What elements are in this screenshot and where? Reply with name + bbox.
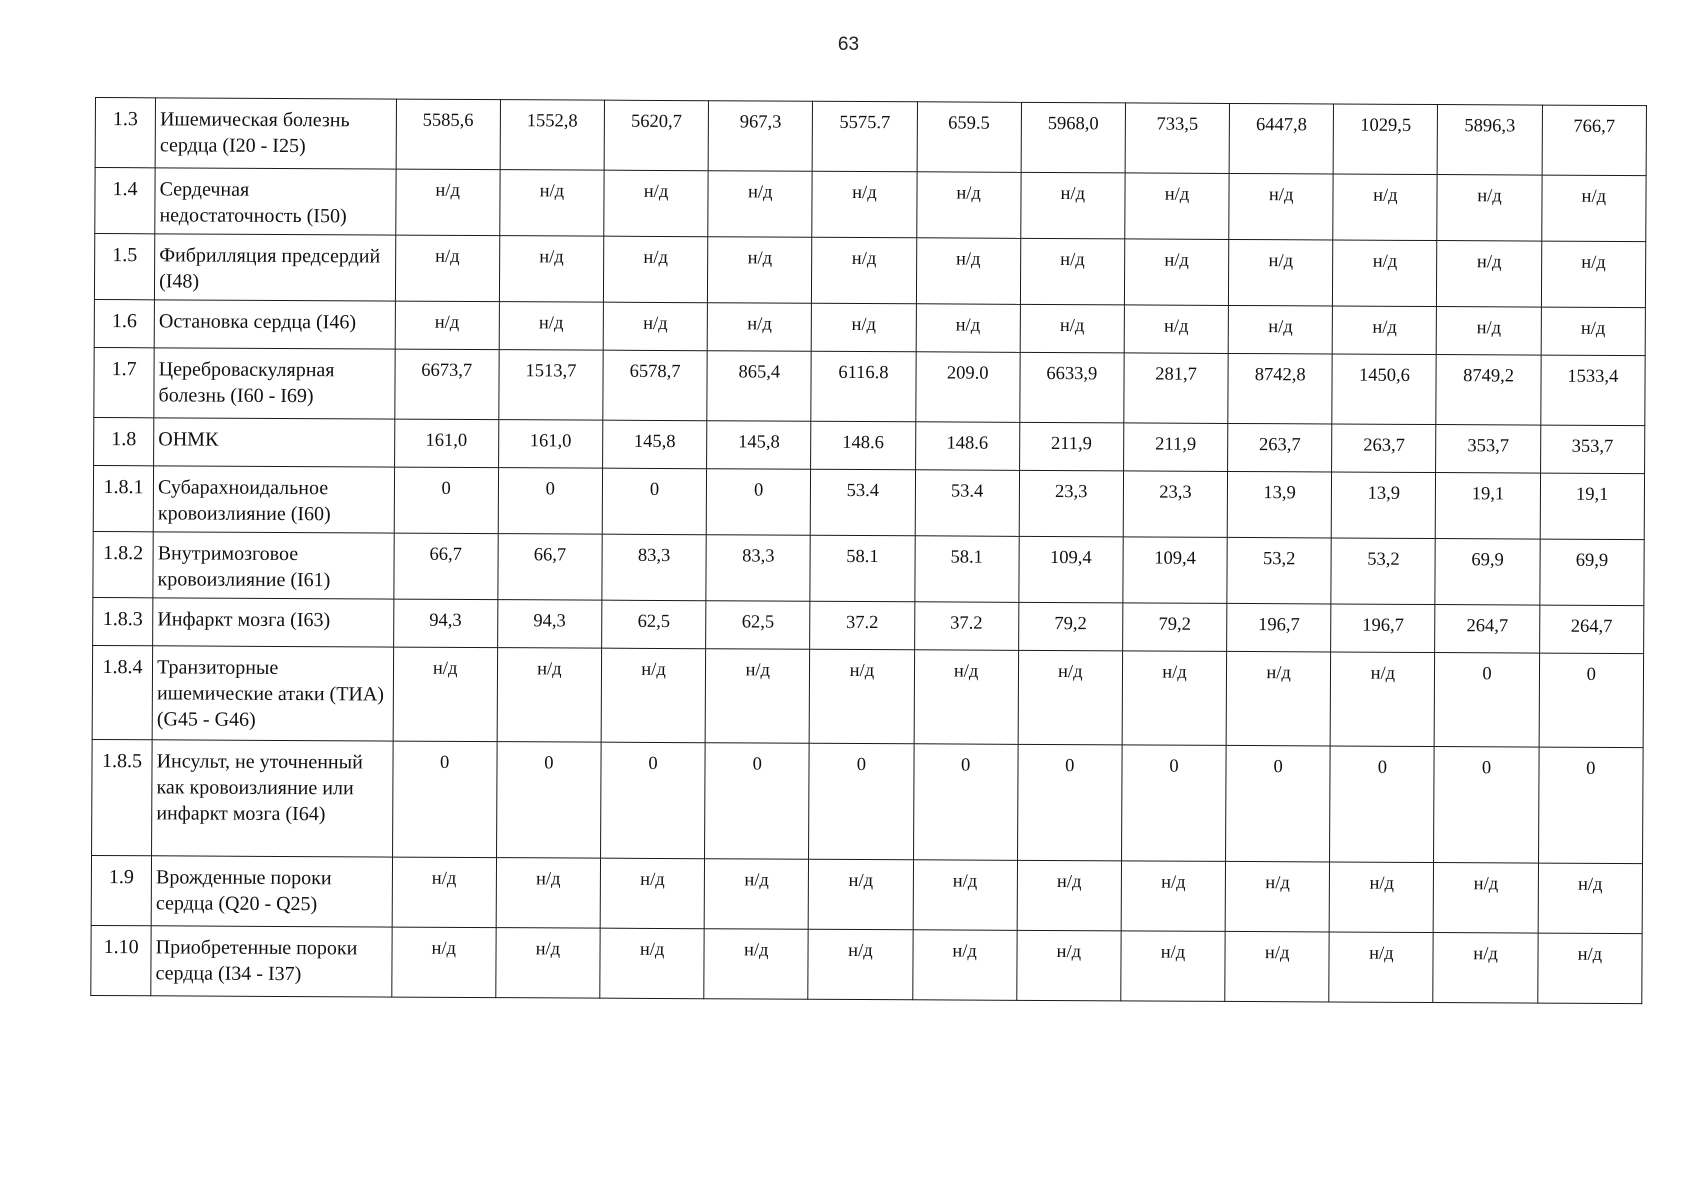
row-value-cell: 6673,7 [394, 349, 499, 420]
page-number: 63 [837, 34, 860, 55]
row-name: Приобретенные пороки сердца (I34 - I37) [151, 926, 392, 997]
row-value-cell: 733,5 [1125, 103, 1230, 174]
table-body [91, 98, 1647, 1004]
row-value-cell: 0 [1017, 744, 1122, 861]
table-row [92, 645, 1643, 747]
row-name: Сердечная недостаточность (I50) [155, 168, 396, 235]
row-code: 1.8 [94, 417, 154, 465]
row-value-cell: н/д [1433, 933, 1538, 1004]
row-value-cell: 0 [705, 743, 810, 860]
row-value-cell: 264,7 [1435, 605, 1539, 654]
row-value-cell: н/д [1332, 306, 1436, 355]
row-value-cell: 37.2 [810, 601, 914, 650]
row-value-cell: н/д [1226, 651, 1331, 746]
row-value-cell: 58.1 [810, 535, 915, 602]
row-value-cell: н/д [395, 235, 500, 302]
row-value-cell: н/д [1434, 863, 1539, 934]
row-value-cell: н/д [603, 236, 708, 303]
row-value-cell: 0 [496, 742, 601, 859]
row-value-cell: н/д [1437, 241, 1542, 308]
row-value-cell: 94,3 [393, 599, 497, 648]
row-value-cell: н/д [1016, 930, 1121, 1001]
row-value-cell: н/д [1330, 652, 1435, 747]
row-value-cell: н/д [601, 648, 706, 743]
row-value-cell: 6578,7 [603, 350, 708, 421]
row-value-cell: 5575.7 [812, 101, 917, 172]
row-value-cell: 5585,6 [396, 99, 501, 170]
row-value-cell: н/д [1333, 240, 1438, 307]
row-value-cell: н/д [809, 649, 914, 744]
row-value-cell: н/д [1537, 933, 1642, 1004]
row-value-cell: н/д [1329, 932, 1434, 1003]
row-value-cell: 13,9 [1331, 472, 1436, 539]
row-name: Инсульт, не уточненный как кровоизлияние или инфаркт мозга (I64) [152, 740, 393, 857]
row-value-cell: н/д [811, 303, 915, 352]
table-container [90, 97, 1647, 1004]
statistics-table [90, 97, 1647, 1004]
row-value-cell: 69,9 [1435, 539, 1540, 606]
row-value-cell: 148.6 [811, 421, 915, 470]
row-value-cell: н/д [1541, 241, 1646, 308]
row-value-cell: 66,7 [498, 534, 603, 601]
row-value-cell: н/д [912, 930, 1017, 1001]
row-code: 1.8.4 [92, 645, 153, 739]
row-name: Фибрилляция предсердий (I48) [155, 234, 396, 301]
row-value-cell: 62,5 [602, 600, 706, 649]
row-value-cell: н/д [1020, 172, 1125, 239]
row-value-cell: 79,2 [1018, 602, 1122, 651]
row-value-cell: н/д [704, 929, 809, 1000]
row-value-cell: 83,3 [706, 535, 811, 602]
table-row [95, 98, 1646, 176]
row-code: 1.6 [94, 299, 154, 347]
row-value-cell: н/д [1541, 175, 1646, 242]
row-name: Цереброваскулярная болезнь (I60 - I69) [154, 348, 395, 419]
row-value-cell: 79,2 [1122, 603, 1226, 652]
row-value-cell: н/д [1124, 239, 1229, 306]
row-value-cell: н/д [1122, 651, 1227, 746]
row-value-cell: 0 [1539, 653, 1644, 748]
row-value-cell: н/д [916, 304, 1020, 353]
row-code: 1.8.1 [93, 465, 153, 531]
row-value-cell: 94,3 [497, 600, 601, 649]
row-value-cell: 1450,6 [1332, 354, 1437, 425]
row-value-cell: н/д [913, 860, 1018, 931]
row-value-cell: 8749,2 [1436, 355, 1541, 426]
row-value-cell: 0 [1435, 653, 1540, 748]
row-value-cell: 211,9 [1123, 423, 1227, 472]
row-code: 1.4 [95, 168, 155, 234]
row-value-cell: 0 [498, 468, 603, 535]
table-row [94, 299, 1645, 355]
row-value-cell: н/д [1229, 173, 1334, 240]
row-value-cell: н/д [1333, 174, 1438, 241]
row-value-cell: н/д [600, 858, 705, 929]
row-value-cell: 0 [809, 743, 914, 860]
row-value-cell: 967,3 [708, 101, 813, 172]
row-code: 1.8.2 [93, 531, 153, 597]
row-value-cell: 23,3 [1019, 470, 1124, 537]
row-code: 1.3 [95, 98, 155, 168]
row-value-cell: н/д [1228, 305, 1332, 354]
row-value-cell: 0 [913, 744, 1018, 861]
row-value-cell: 5620,7 [604, 100, 709, 171]
row-value-cell: н/д [1538, 863, 1643, 934]
row-name: Ишемическая болезнь сердца (I20 - I25) [155, 98, 396, 169]
row-value-cell: н/д [808, 929, 913, 1000]
table-row [93, 531, 1644, 605]
row-value-cell: н/д [916, 238, 1021, 305]
row-code: 1.9 [91, 855, 151, 925]
table-row [91, 855, 1642, 933]
row-value-cell: н/д [1437, 307, 1541, 356]
row-value-cell: н/д [1124, 305, 1228, 354]
row-value-cell: н/д [391, 927, 496, 998]
row-value-cell: 53,2 [1331, 538, 1436, 605]
row-value-cell: 0 [600, 742, 705, 859]
row-value-cell: 69,9 [1539, 539, 1644, 606]
row-value-cell: 5968,0 [1021, 102, 1126, 173]
table-row [92, 739, 1644, 863]
row-value-cell: 13,9 [1227, 471, 1332, 538]
row-value-cell: 145,8 [603, 420, 707, 469]
row-value-cell: н/д [708, 237, 813, 304]
row-value-cell: н/д [500, 170, 605, 237]
row-code: 1.7 [94, 347, 154, 417]
row-code: 1.10 [91, 925, 151, 995]
row-value-cell: 264,7 [1539, 605, 1644, 654]
row-value-cell: 0 [706, 469, 811, 536]
row-value-cell: 53,2 [1227, 537, 1332, 604]
row-value-cell: 145,8 [707, 421, 811, 470]
table-row [95, 168, 1646, 242]
row-value-cell: н/д [1017, 860, 1122, 931]
row-value-cell: 6116.8 [811, 351, 916, 422]
row-value-cell: 196,7 [1331, 604, 1435, 653]
row-value-cell: 211,9 [1019, 422, 1123, 471]
row-value-cell: 0 [1538, 747, 1643, 864]
row-value-cell: 62,5 [706, 601, 810, 650]
row-value-cell: 1513,7 [499, 350, 604, 421]
table-row [93, 597, 1644, 653]
row-value-cell: 19,1 [1540, 473, 1645, 540]
row-value-cell: н/д [916, 172, 1021, 239]
row-value-cell: 281,7 [1124, 353, 1229, 424]
row-value-cell: н/д [914, 650, 1019, 745]
row-value-cell: 8742,8 [1228, 353, 1333, 424]
row-value-cell: 66,7 [393, 533, 498, 600]
row-value-cell: 0 [394, 467, 499, 534]
table-row [94, 347, 1645, 425]
row-value-cell: н/д [1329, 862, 1434, 933]
row-value-cell: н/д [496, 928, 601, 999]
row-value-cell: н/д [393, 647, 498, 742]
row-value-cell: н/д [708, 171, 813, 238]
row-value-cell: 1552,8 [500, 100, 605, 171]
row-value-cell: 5896,3 [1438, 105, 1543, 176]
table-row [93, 465, 1644, 539]
row-value-cell: н/д [395, 301, 499, 350]
row-value-cell: 766,7 [1542, 105, 1647, 176]
row-value-cell: н/д [704, 859, 809, 930]
row-value-cell: н/д [812, 237, 917, 304]
row-value-cell: 0 [1434, 747, 1539, 864]
row-value-cell: 659.5 [917, 102, 1022, 173]
row-value-cell: н/д [812, 171, 917, 238]
row-value-cell: 0 [1121, 745, 1226, 862]
row-name: Врожденные пороки сердца (Q20 - Q25) [151, 856, 392, 927]
row-value-cell: н/д [1225, 931, 1330, 1002]
row-value-cell: 19,1 [1436, 473, 1541, 540]
row-value-cell: н/д [600, 928, 705, 999]
row-value-cell: 6447,8 [1229, 103, 1334, 174]
row-code: 1.8.3 [93, 597, 153, 645]
row-value-cell: н/д [1541, 307, 1646, 356]
row-value-cell: н/д [707, 303, 811, 352]
row-value-cell: н/д [395, 169, 500, 236]
row-value-cell: н/д [392, 857, 497, 928]
row-value-cell: 6633,9 [1019, 352, 1124, 423]
row-value-cell: 0 [1330, 746, 1435, 863]
row-value-cell: н/д [496, 858, 601, 929]
row-value-cell: 865,4 [707, 351, 812, 422]
row-value-cell: н/д [603, 302, 707, 351]
row-value-cell: н/д [808, 859, 913, 930]
row-value-cell: н/д [1121, 931, 1226, 1002]
row-value-cell: н/д [499, 236, 604, 303]
row-value-cell: 109,4 [1123, 537, 1228, 604]
row-name: Транзиторные ишемические атаки (ТИА) (G45 - G46) [152, 646, 393, 741]
row-value-cell: н/д [499, 302, 603, 351]
row-value-cell: 353,7 [1540, 425, 1645, 474]
row-value-cell: н/д [705, 649, 810, 744]
row-value-cell: н/д [1020, 238, 1125, 305]
row-value-cell: н/д [1020, 304, 1124, 353]
row-value-cell: 53.4 [915, 470, 1020, 537]
row-value-cell: 161,0 [394, 419, 498, 468]
row-name: Остановка сердца (I46) [154, 300, 395, 349]
row-value-cell: н/д [1228, 239, 1333, 306]
row-name: Инфаркт мозга (I63) [153, 598, 394, 647]
row-value-cell: н/д [497, 648, 602, 743]
table-row [94, 234, 1645, 308]
row-value-cell: 53.4 [811, 469, 916, 536]
row-value-cell: н/д [1225, 861, 1330, 932]
row-value-cell: 209.0 [915, 352, 1020, 423]
row-value-cell: 0 [392, 741, 497, 858]
row-value-cell: н/д [1125, 173, 1230, 240]
row-name: Внутримозговое кровоизлияние (I61) [153, 532, 394, 599]
row-value-cell: 263,7 [1228, 423, 1332, 472]
row-name: Субарахноидальное кровоизлияние (I60) [153, 466, 394, 533]
row-value-cell: н/д [1018, 650, 1123, 745]
row-value-cell: 196,7 [1227, 603, 1331, 652]
row-value-cell: н/д [1437, 175, 1542, 242]
row-value-cell: 161,0 [498, 420, 602, 469]
row-value-cell: 37.2 [914, 602, 1018, 651]
row-value-cell: н/д [604, 170, 709, 237]
row-value-cell: н/д [1121, 861, 1226, 932]
row-value-cell: 148.6 [915, 422, 1019, 471]
row-value-cell: 1029,5 [1333, 104, 1438, 175]
row-value-cell: 0 [1226, 745, 1331, 862]
table-row [94, 417, 1645, 473]
row-code: 1.5 [94, 234, 154, 300]
table-row [91, 925, 1642, 1003]
row-name: ОНМК [154, 418, 395, 467]
row-value-cell: 83,3 [602, 534, 707, 601]
row-value-cell: 58.1 [914, 536, 1019, 603]
row-value-cell: 23,3 [1123, 471, 1228, 538]
row-value-cell: 263,7 [1332, 424, 1436, 473]
row-value-cell: 353,7 [1436, 425, 1540, 474]
row-code: 1.8.5 [92, 739, 153, 855]
row-value-cell: 0 [602, 468, 707, 535]
row-value-cell: 109,4 [1019, 536, 1124, 603]
row-value-cell: 1533,4 [1540, 355, 1645, 426]
